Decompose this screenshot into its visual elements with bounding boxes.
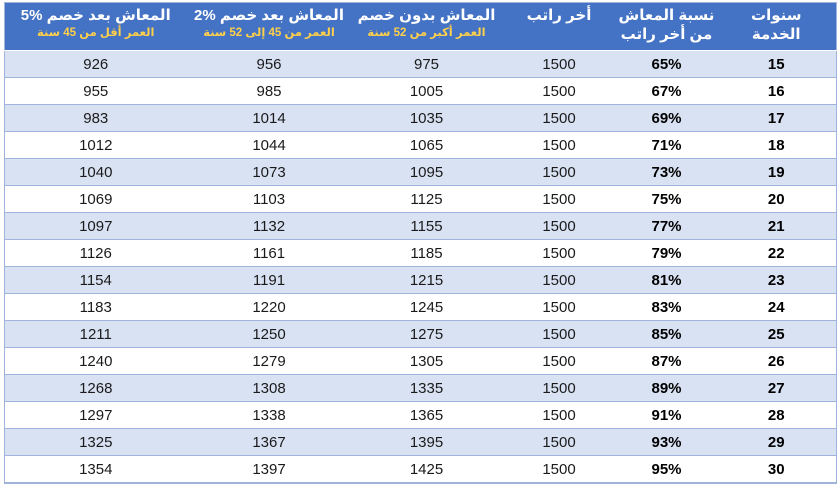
- cell-last_salary: 1500: [502, 132, 617, 159]
- column-header-discount_2: [187, 3, 352, 51]
- cell-discount_5: 1069: [5, 186, 187, 213]
- header-row: [5, 3, 837, 51]
- cell-no_discount: 1155: [352, 213, 502, 240]
- cell-discount_5: 1240: [5, 348, 187, 375]
- cell-discount_5: 1297: [5, 402, 187, 429]
- cell-no_discount: 1425: [352, 456, 502, 484]
- cell-pension_percent: 95%: [617, 456, 717, 484]
- cell-discount_2: 1014: [187, 105, 352, 132]
- table-row: [5, 240, 837, 267]
- cell-discount_5: 1040: [5, 159, 187, 186]
- cell-last_salary: 1500: [502, 456, 617, 484]
- column-subtitle: العمر أقل من 45 سنة: [37, 27, 155, 39]
- cell-no_discount: 1065: [352, 132, 502, 159]
- cell-years: 27: [717, 375, 837, 402]
- table-header: [5, 3, 837, 51]
- column-title: أخر راتب: [526, 7, 592, 24]
- cell-years: 26: [717, 348, 837, 375]
- cell-discount_2: 1397: [187, 456, 352, 484]
- cell-years: 22: [717, 240, 837, 267]
- cell-last_salary: 1500: [502, 51, 617, 78]
- cell-discount_5: 1154: [5, 267, 187, 294]
- cell-last_salary: 1500: [502, 159, 617, 186]
- table-row: [5, 105, 837, 132]
- cell-pension_percent: 71%: [617, 132, 717, 159]
- cell-discount_2: 1220: [187, 294, 352, 321]
- cell-discount_5: 983: [5, 105, 187, 132]
- cell-last_salary: 1500: [502, 375, 617, 402]
- cell-discount_2: 1308: [187, 375, 352, 402]
- cell-no_discount: 1305: [352, 348, 502, 375]
- table-row: [5, 186, 837, 213]
- column-header-no_discount: [352, 3, 502, 51]
- cell-pension_percent: 91%: [617, 402, 717, 429]
- cell-discount_5: 1211: [5, 321, 187, 348]
- cell-last_salary: 1500: [502, 186, 617, 213]
- cell-pension_percent: 65%: [617, 51, 717, 78]
- cell-no_discount: 1395: [352, 429, 502, 456]
- cell-last_salary: 1500: [502, 267, 617, 294]
- cell-no_discount: 1215: [352, 267, 502, 294]
- cell-pension_percent: 75%: [617, 186, 717, 213]
- cell-discount_2: 1161: [187, 240, 352, 267]
- cell-pension_percent: 69%: [617, 105, 717, 132]
- column-title: المعاش بعد خصم %2: [194, 7, 344, 24]
- cell-discount_5: 955: [5, 78, 187, 105]
- cell-pension_percent: 89%: [617, 375, 717, 402]
- cell-discount_5: 1097: [5, 213, 187, 240]
- cell-last_salary: 1500: [502, 213, 617, 240]
- cell-discount_2: 1103: [187, 186, 352, 213]
- cell-no_discount: 1005: [352, 78, 502, 105]
- column-subtitle: العمر من 45 إلى 52 سنة: [203, 27, 335, 39]
- table-row: [5, 348, 837, 375]
- column-title: نسبة المعاش من أخر راتب: [618, 7, 715, 43]
- cell-years: 15: [717, 51, 837, 78]
- cell-last_salary: 1500: [502, 240, 617, 267]
- cell-no_discount: 975: [352, 51, 502, 78]
- cell-discount_2: 1367: [187, 429, 352, 456]
- cell-years: 16: [717, 78, 837, 105]
- cell-discount_5: 926: [5, 51, 187, 78]
- cell-discount_2: 1191: [187, 267, 352, 294]
- table-row: [5, 375, 837, 402]
- cell-discount_2: 956: [187, 51, 352, 78]
- cell-pension_percent: 93%: [617, 429, 717, 456]
- cell-years: 21: [717, 213, 837, 240]
- cell-years: 30: [717, 456, 837, 484]
- cell-years: 25: [717, 321, 837, 348]
- cell-last_salary: 1500: [502, 105, 617, 132]
- cell-no_discount: 1185: [352, 240, 502, 267]
- cell-pension_percent: 77%: [617, 213, 717, 240]
- column-header-discount_5: [5, 3, 187, 51]
- cell-last_salary: 1500: [502, 321, 617, 348]
- table-row: [5, 456, 837, 484]
- cell-years: 18: [717, 132, 837, 159]
- cell-no_discount: 1335: [352, 375, 502, 402]
- cell-discount_2: 1250: [187, 321, 352, 348]
- cell-discount_2: 1279: [187, 348, 352, 375]
- cell-pension_percent: 85%: [617, 321, 717, 348]
- cell-last_salary: 1500: [502, 429, 617, 456]
- cell-last_salary: 1500: [502, 294, 617, 321]
- cell-no_discount: 1365: [352, 402, 502, 429]
- pension-table: [4, 2, 837, 484]
- cell-no_discount: 1275: [352, 321, 502, 348]
- column-title: المعاش بعد خصم %5: [20, 7, 171, 24]
- column-header-last_salary: [502, 3, 617, 51]
- cell-discount_2: 1338: [187, 402, 352, 429]
- cell-no_discount: 1035: [352, 105, 502, 132]
- cell-no_discount: 1125: [352, 186, 502, 213]
- table-row: [5, 402, 837, 429]
- table-row: [5, 51, 837, 78]
- cell-years: 24: [717, 294, 837, 321]
- cell-pension_percent: 87%: [617, 348, 717, 375]
- table-row: [5, 267, 837, 294]
- table-row: [5, 159, 837, 186]
- cell-years: 23: [717, 267, 837, 294]
- cell-discount_5: 1325: [5, 429, 187, 456]
- table-row: [5, 429, 837, 456]
- cell-years: 17: [717, 105, 837, 132]
- cell-discount_2: 985: [187, 78, 352, 105]
- cell-discount_5: 1354: [5, 456, 187, 484]
- cell-last_salary: 1500: [502, 348, 617, 375]
- cell-pension_percent: 83%: [617, 294, 717, 321]
- table-row: [5, 78, 837, 105]
- cell-years: 20: [717, 186, 837, 213]
- cell-years: 19: [717, 159, 837, 186]
- column-header-years: [717, 3, 837, 51]
- cell-pension_percent: 79%: [617, 240, 717, 267]
- cell-last_salary: 1500: [502, 78, 617, 105]
- table-body: [5, 51, 837, 484]
- table-row: [5, 213, 837, 240]
- cell-discount_2: 1044: [187, 132, 352, 159]
- cell-no_discount: 1095: [352, 159, 502, 186]
- table-row: [5, 132, 837, 159]
- cell-discount_5: 1126: [5, 240, 187, 267]
- column-header-pension_percent: [617, 3, 717, 51]
- cell-years: 28: [717, 402, 837, 429]
- cell-discount_5: 1268: [5, 375, 187, 402]
- cell-pension_percent: 81%: [617, 267, 717, 294]
- cell-years: 29: [717, 429, 837, 456]
- cell-discount_2: 1073: [187, 159, 352, 186]
- cell-pension_percent: 73%: [617, 159, 717, 186]
- table-row: [5, 321, 837, 348]
- table-row: [5, 294, 837, 321]
- column-subtitle: العمر أكبر من 52 سنة: [367, 27, 486, 39]
- cell-last_salary: 1500: [502, 402, 617, 429]
- cell-discount_5: 1012: [5, 132, 187, 159]
- cell-discount_2: 1132: [187, 213, 352, 240]
- cell-discount_5: 1183: [5, 294, 187, 321]
- cell-no_discount: 1245: [352, 294, 502, 321]
- column-title: المعاش بدون خصم: [357, 7, 496, 24]
- column-title: سنوات الخدمة: [751, 7, 802, 43]
- cell-pension_percent: 67%: [617, 78, 717, 105]
